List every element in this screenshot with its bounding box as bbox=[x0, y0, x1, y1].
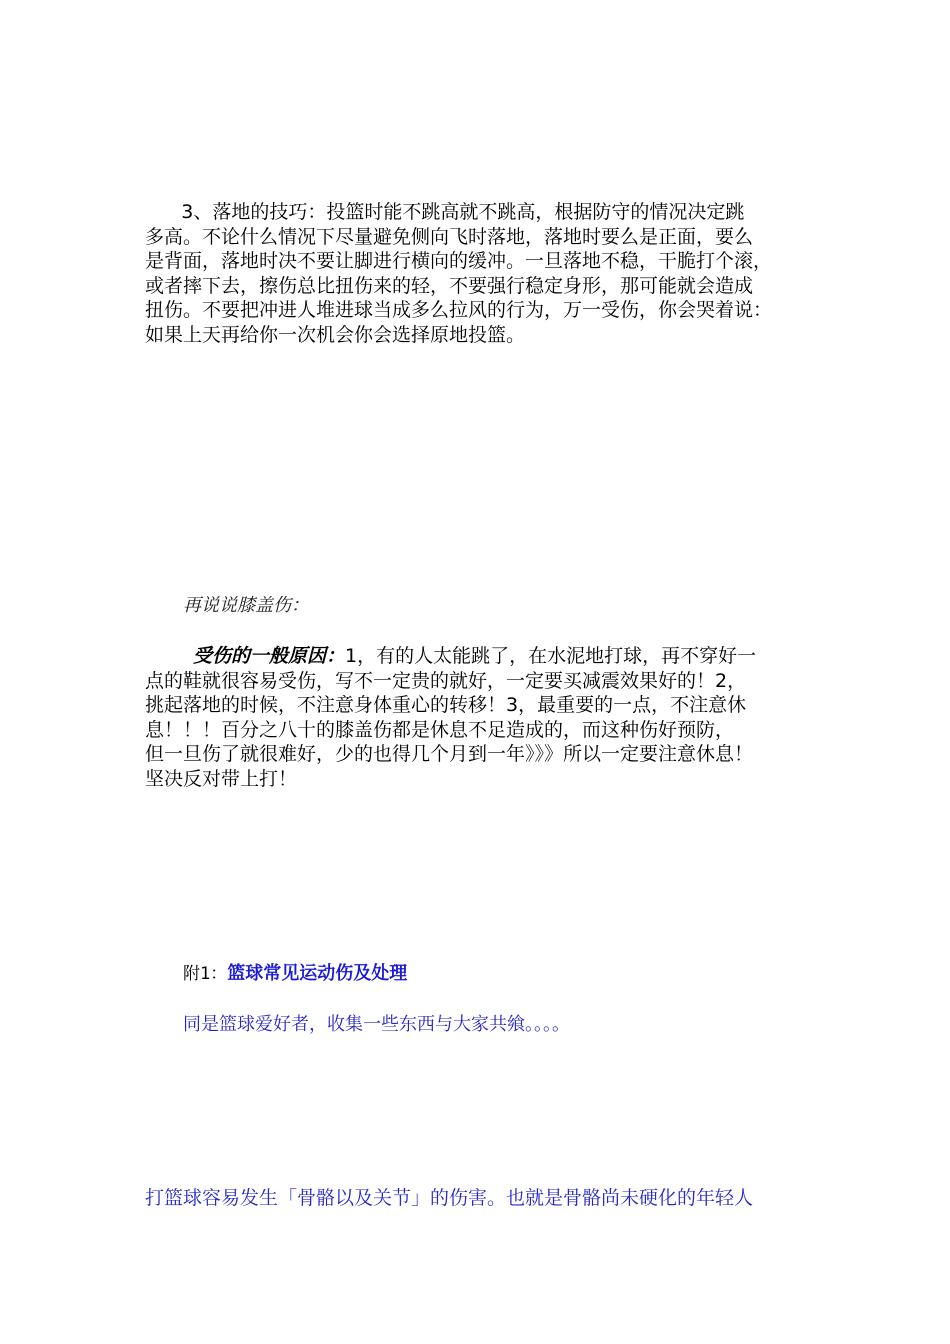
knee-line-5: 但一旦伤了就很难好，少的也得几个月到一年》》》所以一定要注意休息！ bbox=[145, 743, 754, 765]
knee-line-6: 坚决反对带上打！ bbox=[145, 767, 298, 790]
share-note: 同是篮球爱好者，收集一些东西与大家共飨。。。。 bbox=[183, 1014, 570, 1035]
appendix-title: 篮球常见运动伤及处理 bbox=[227, 963, 408, 984]
appendix-prefix: 附1： bbox=[183, 964, 228, 984]
knee-injury-paragraph bbox=[145, 644, 825, 791]
landing-line-5: 扭伤。不要把冲进人堆进球当成多么拉风的行为，万一受伤，你会哭着说： bbox=[145, 299, 773, 321]
landing-line-4: 或者摔下去，擦伤总比扭伤来的轻，不要强行稳定身形，那可能就会造成 bbox=[145, 274, 754, 297]
landing-technique-paragraph bbox=[145, 200, 825, 347]
bone-joint-intro-line: 打篮球容易发生「骨骼以及关节」的伤害。也就是骨骼尚未硬化的年轻人 bbox=[145, 1187, 754, 1209]
landing-line-2: 多高。不论什么情况下尽量避免侧向飞时落地，落地时要么是正面，要么 bbox=[145, 225, 754, 248]
knee-line-2: 点的鞋就很容易受伤，写不一定贵的就好，一定要买减震效果好的！2， bbox=[145, 669, 747, 692]
landing-line-1: 3、落地的技巧：投篮时能不跳高就不跳高，根据防守的情况决定跳 bbox=[145, 201, 745, 223]
knee-line-4: 息！！！百分之八十的膝盖伤都是休息不足造成的，而这种伤好预防， bbox=[145, 718, 735, 741]
landing-line-6: 如果上天再给你一次机会你会选择原地投篮。 bbox=[145, 323, 526, 346]
knee-line-3: 挑起落地的时候，不注意身体重心的转移！3，最重要的一点，不注意休 bbox=[145, 694, 747, 716]
knee-cause-lead: 受伤的一般原因： bbox=[193, 645, 346, 667]
landing-line-3: 是背面，落地时决不要让脚进行横向的缓冲。一旦落地不稳，干脆打个滚， bbox=[145, 250, 773, 272]
knee-line-1 bbox=[145, 644, 825, 669]
appendix-heading bbox=[183, 962, 863, 987]
knee-line-1-rest: 1，有的人太能跳了，在水泥地打球，再不穿好一 bbox=[345, 645, 757, 667]
knee-injury-heading: 再说说膝盖伤： bbox=[183, 595, 309, 616]
